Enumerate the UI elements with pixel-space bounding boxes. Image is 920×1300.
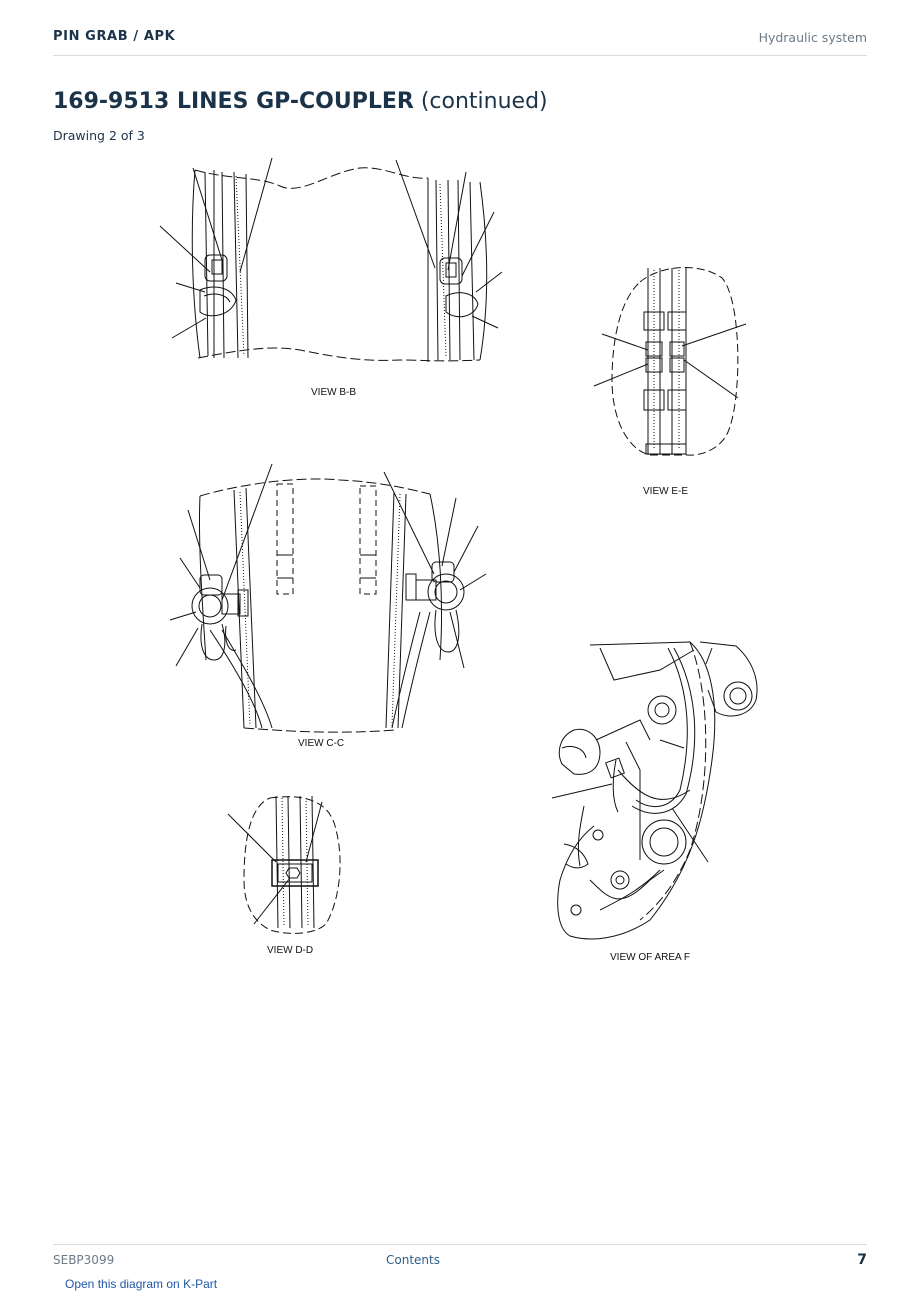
caption-view-f: VIEW OF AREA F — [610, 952, 691, 963]
view-f-drawing — [552, 642, 757, 939]
contents-link[interactable]: Contents — [386, 1253, 440, 1267]
header-section: Hydraulic system — [758, 30, 867, 45]
caption-view-bb: VIEW B-B — [311, 387, 357, 398]
drawing-number: Drawing 2 of 3 — [53, 128, 145, 143]
page-number: 7 — [857, 1252, 867, 1268]
title-continued: (continued) — [413, 89, 548, 114]
view-dd-drawing — [228, 796, 340, 933]
footer-divider — [53, 1244, 867, 1245]
view-bb-drawing — [160, 158, 502, 362]
footer-doc-number: SEBP3099 — [53, 1253, 115, 1267]
caption-view-cc: VIEW C-C — [298, 738, 345, 749]
kpart-link[interactable]: Open this diagram on K-Part — [65, 1277, 218, 1291]
view-ee-drawing — [594, 267, 746, 455]
caption-view-ee: VIEW E-E — [643, 486, 689, 497]
header-breadcrumb: PIN GRAB / APK — [53, 29, 176, 44]
caption-view-dd: VIEW D-D — [267, 945, 314, 956]
title-main: 169-9513 LINES GP-COUPLER — [53, 89, 414, 114]
view-cc-drawing — [170, 464, 486, 732]
